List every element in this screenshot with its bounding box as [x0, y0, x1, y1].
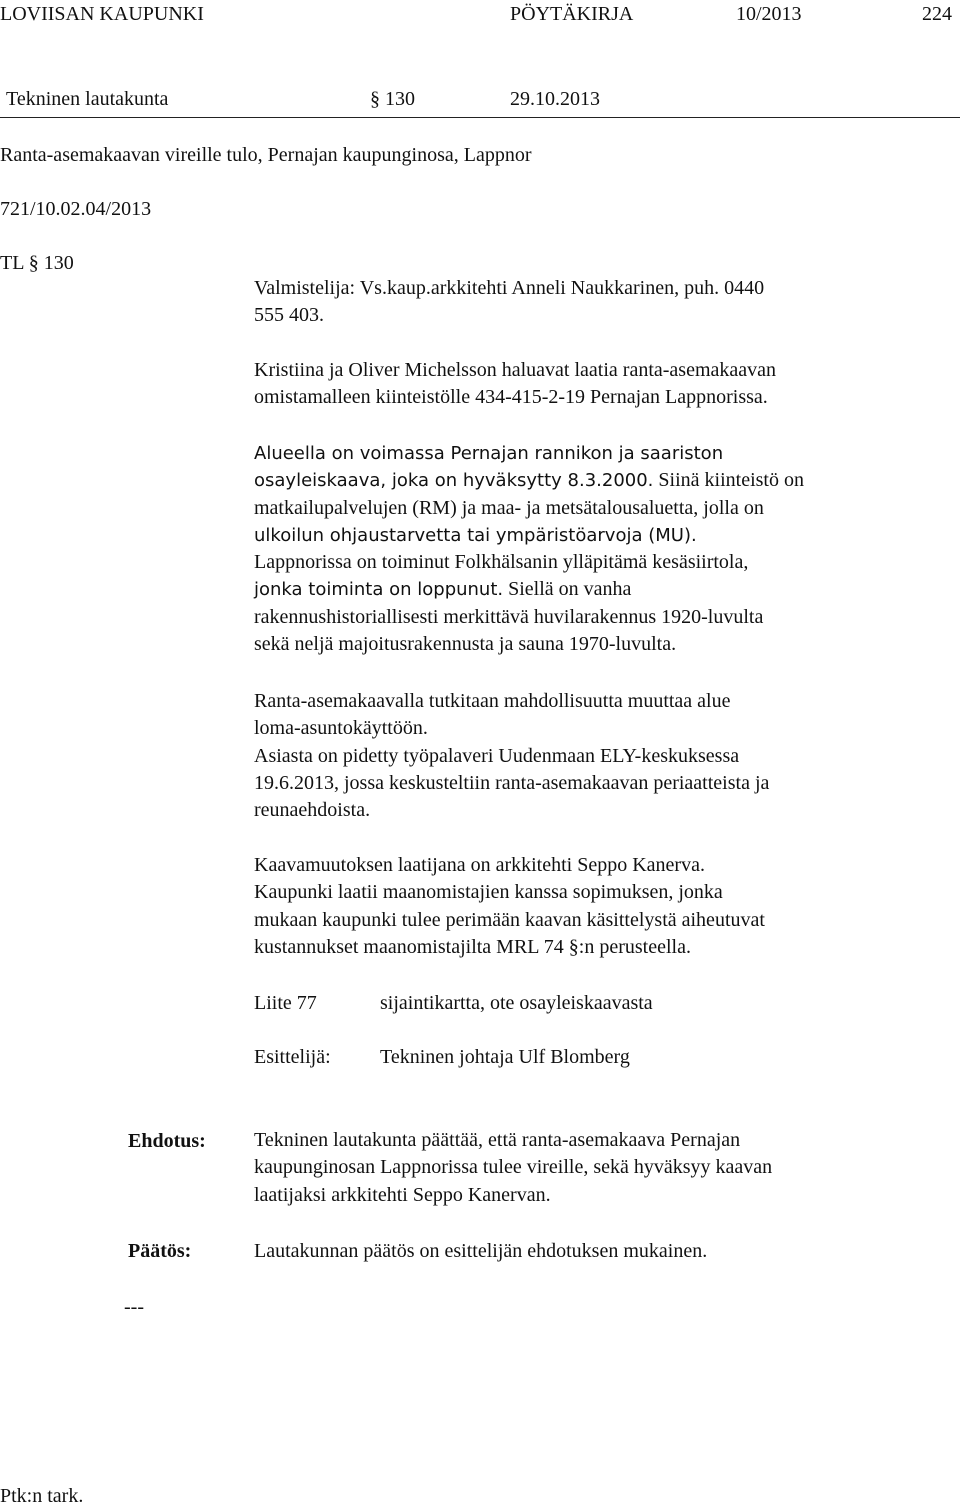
- document-type: PÖYTÄKIRJA: [510, 3, 634, 25]
- paragraph-line: loma-asuntokäyttöön.: [254, 717, 428, 740]
- proposal-line: laatijaksi arkkitehti Seppo Kanervan.: [254, 1183, 551, 1206]
- paragraph-line: Alueella on voimassa Pernajan rannikon ja saariston: [254, 443, 724, 464]
- municipality-name: LOVIISAN KAUPUNKI: [0, 3, 204, 25]
- paragraph-line: [254, 576, 954, 603]
- paragraph-line: omistamalleen kiinteistölle 434-415-2-19 Pernajan Lappnorissa.: [254, 386, 768, 409]
- attachment-label: Liite 77: [254, 992, 317, 1014]
- proposal-line: Tekninen lautakunta päättää, että ranta-asemakaava Pernajan: [254, 1129, 741, 1151]
- preparer-line: 555 403.: [254, 304, 324, 327]
- paragraph-line: mukaan kaupunki tulee perimään kaavan käsittelystä aiheutuvat: [254, 908, 765, 931]
- paragraph-zoning: [254, 440, 954, 658]
- paragraph-segment: Siellä on vanha: [503, 578, 632, 601]
- paragraph-line: matkailupalvelujen (RM) ja maa- ja metsätalousaluetta, jolla on: [254, 496, 764, 519]
- paragraph-line: Ranta-asemakaavalla tutkitaan mahdollisuutta muuttaa alue: [254, 690, 731, 712]
- section-number: § 130: [370, 88, 415, 110]
- matter-title: Ranta-asemakaavan vireille tulo, Pernajan kaupunginosa, Lappnor: [0, 144, 532, 166]
- attachment-value: sijaintikartta, ote osayleiskaavasta: [380, 992, 653, 1014]
- paragraph-line: kustannukset maanomistajilta MRL 74 §:n perusteella.: [254, 935, 691, 958]
- proposal-line: kaupunginosan Lappnorissa tulee vireille, sekä hyväksyy kaavan: [254, 1156, 773, 1179]
- paragraph-line: rakennushistoriallisesti merkittävä huvilarakennus 1920-luvulta: [254, 605, 764, 628]
- paragraph-line: ulkoilun ohjaustarvetta tai ympäristöarvoja (MU).: [254, 524, 697, 546]
- section-separator: ---: [124, 1296, 144, 1318]
- decision-text: Lautakunnan päätös on esittelijän ehdotuksen mukainen.: [254, 1240, 708, 1262]
- paragraph-line: Lappnorissa on toiminut Folkhälsanin ylläpitämä kesäsiirtola,: [254, 551, 749, 574]
- paragraph-request: [254, 357, 954, 412]
- preparer-line: Valmistelija: Vs.kaup.arkkitehti Anneli Naukkarinen, puh. 0440: [254, 277, 765, 299]
- paragraph-line: [254, 467, 954, 494]
- document-number: 10/2013: [736, 3, 802, 25]
- paragraph-segment: jonka toiminta on loppunut.: [254, 579, 504, 601]
- presenter-label: Esittelijä:: [254, 1046, 331, 1068]
- paragraph-line: Kaavamuutoksen laatijana on arkkitehti Seppo Kanerva.: [254, 854, 705, 876]
- page-number: 224: [922, 3, 952, 25]
- proposal-label: Ehdotus:: [128, 1130, 206, 1152]
- matter-ref: TL § 130: [0, 252, 74, 274]
- paragraph-line: Asiasta on pidetty työpalaveri Uudenmaan ELY-keskuksessa: [254, 744, 740, 767]
- board-name: Tekninen lautakunta: [6, 88, 169, 110]
- paragraph-line: Kaupunki laatii maanomistajien kanssa sopimuksen, jonka: [254, 881, 723, 904]
- paragraph-line: reunaehdoista.: [254, 799, 371, 822]
- diary-number: 721/10.02.04/2013: [0, 198, 152, 220]
- paragraph-segment: osayleiskaava, joka on hyväksytty 8.3.2000.: [254, 470, 654, 492]
- meeting-date: 29.10.2013: [510, 88, 600, 110]
- paragraph-line: 19.6.2013, jossa keskusteltiin ranta-asemakaavan periaatteista ja: [254, 771, 770, 794]
- paragraph-contract: [254, 852, 954, 961]
- paragraph-line: sekä neljä majoitusrakennusta ja sauna 1970-luvulta.: [254, 633, 677, 656]
- minutes-check-note: Ptk:n tark.: [0, 1485, 84, 1507]
- paragraph-line: Kristiina ja Oliver Michelsson haluavat laatia ranta-asemakaavan: [254, 359, 777, 381]
- decision-label: Päätös:: [128, 1240, 192, 1262]
- preparer-paragraph: [254, 275, 954, 330]
- header-rule: [0, 117, 960, 118]
- paragraph-segment: Siinä kiinteistö on: [653, 469, 804, 492]
- proposal-text: [254, 1127, 954, 1209]
- paragraph-study: [254, 688, 954, 824]
- presenter-value: Tekninen johtaja Ulf Blomberg: [380, 1046, 630, 1068]
